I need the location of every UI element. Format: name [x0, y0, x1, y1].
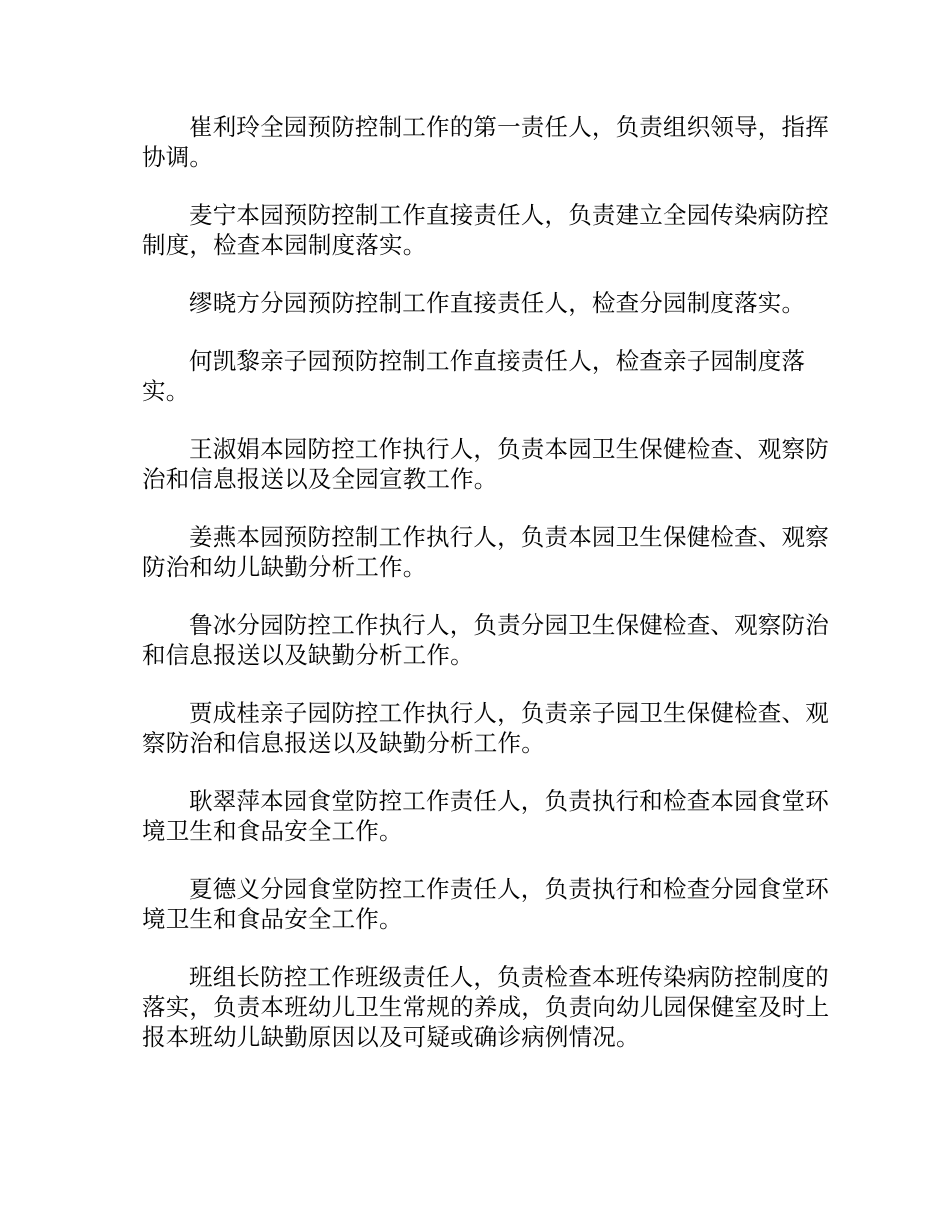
paragraph-5: 王淑娟本园防控工作执行人，负责本园卫生保健检查、观察防治和信息报送以及全园宣教工作。 [142, 435, 829, 493]
document-body [142, 112, 832, 1080]
paragraph-2: 麦宁本园预防控制工作直接责任人，负责建立全园传染病防控制度，检查本园制度落实。 [142, 201, 829, 259]
paragraph-10: 夏德义分园食堂防控工作责任人，负责执行和检查分园食堂环境卫生和食品安全工作。 [142, 875, 829, 933]
paragraph-9: 耿翠萍本园食堂防控工作责任人，负责执行和检查本园食堂环境卫生和食品安全工作。 [142, 787, 829, 845]
paragraph-8: 贾成桂亲子园防控工作执行人，负责亲子园卫生保健检查、观察防治和信息报送以及缺勤分析工作。 [142, 699, 829, 757]
paragraph-7: 鲁冰分园防控工作执行人，负责分园卫生保健检查、观察防治和信息报送以及缺勤分析工作。 [142, 611, 829, 669]
paragraph-11: 班组长防控工作班级责任人，负责检查本班传染病防控制度的落实，负责本班幼儿卫生常规的养成，负责向幼儿园保健室及时上报本班幼儿缺勤原因以及可疑或确诊病例情况。 [142, 963, 830, 1051]
paragraph-4: 何凯黎亲子园预防控制工作直接责任人，检查亲子园制度落实。 [142, 347, 806, 405]
paragraph-3: 缪晓方分园预防控制工作直接责任人，检查分园制度落实。 [189, 289, 806, 317]
paragraph-6: 姜燕本园预防控制工作执行人，负责本园卫生保健检查、观察防治和幼儿缺勤分析工作。 [142, 523, 829, 581]
paragraph-1: 崔利玲全园预防控制工作的第一责任人，负责组织领导，指挥协调。 [142, 113, 829, 171]
